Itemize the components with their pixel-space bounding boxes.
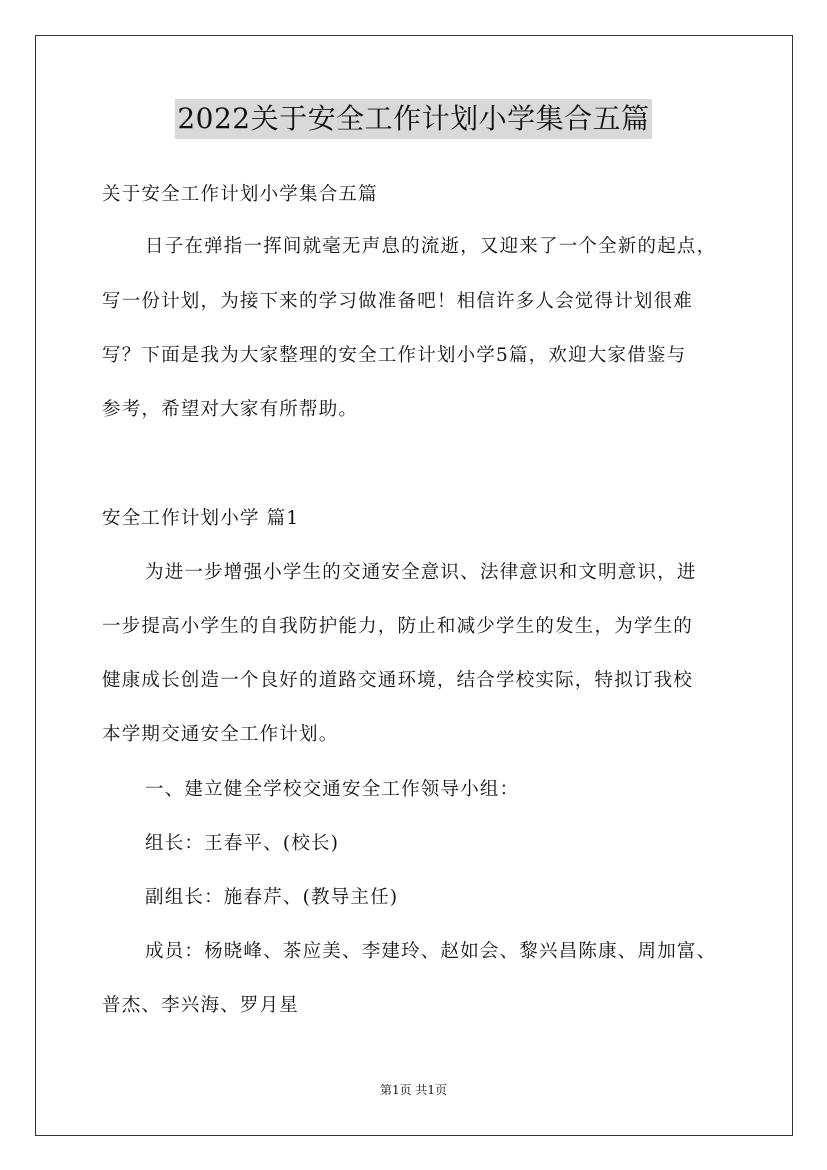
document-title: 2022关于安全工作计划小学集合五篇 <box>175 99 651 139</box>
body-line: 副组长：施春芹、(教导主任) <box>145 887 399 908</box>
intro-line: 日子在弹指一挥间就毫无声息的流逝，又迎来了一个全新的起点， <box>145 236 717 257</box>
section-heading: 安全工作计划小学 篇1 <box>102 508 300 529</box>
intro-line: 写？下面是我为大家整理的安全工作计划小学5篇，欢迎大家借鉴与 <box>102 345 687 366</box>
body-line: 成员：杨晓峰、茶应美、李建玲、赵如会、黎兴昌陈康、周加富、 <box>145 941 717 962</box>
body-line: 健康成长创造一个良好的道路交通环境，结合学校实际，特拟订我校 <box>102 670 694 691</box>
body-line: 一步提高小学生的自我防护能力，防止和减少学生的发生，为学生的 <box>102 616 694 637</box>
body-line: 一、建立健全学校交通安全工作领导小组： <box>145 779 520 800</box>
intro-line: 参考，希望对大家有所帮助。 <box>102 399 359 420</box>
intro-line: 写一份计划，为接下来的学习做准备吧！相信许多人会觉得计划很难 <box>102 291 694 312</box>
title-container <box>0 99 827 139</box>
document-subtitle: 关于安全工作计划小学集合五篇 <box>102 184 378 205</box>
body-line: 普杰、李兴海、罗月星 <box>102 995 300 1016</box>
body-line: 为进一步增强小学生的交通安全意识、法律意识和文明意识，进 <box>145 562 697 583</box>
body-line: 本学期交通安全工作计划。 <box>102 724 339 745</box>
body-line: 组长：王春平、(校长) <box>145 833 340 854</box>
page-footer: 第1页 共1页 <box>379 1083 448 1097</box>
